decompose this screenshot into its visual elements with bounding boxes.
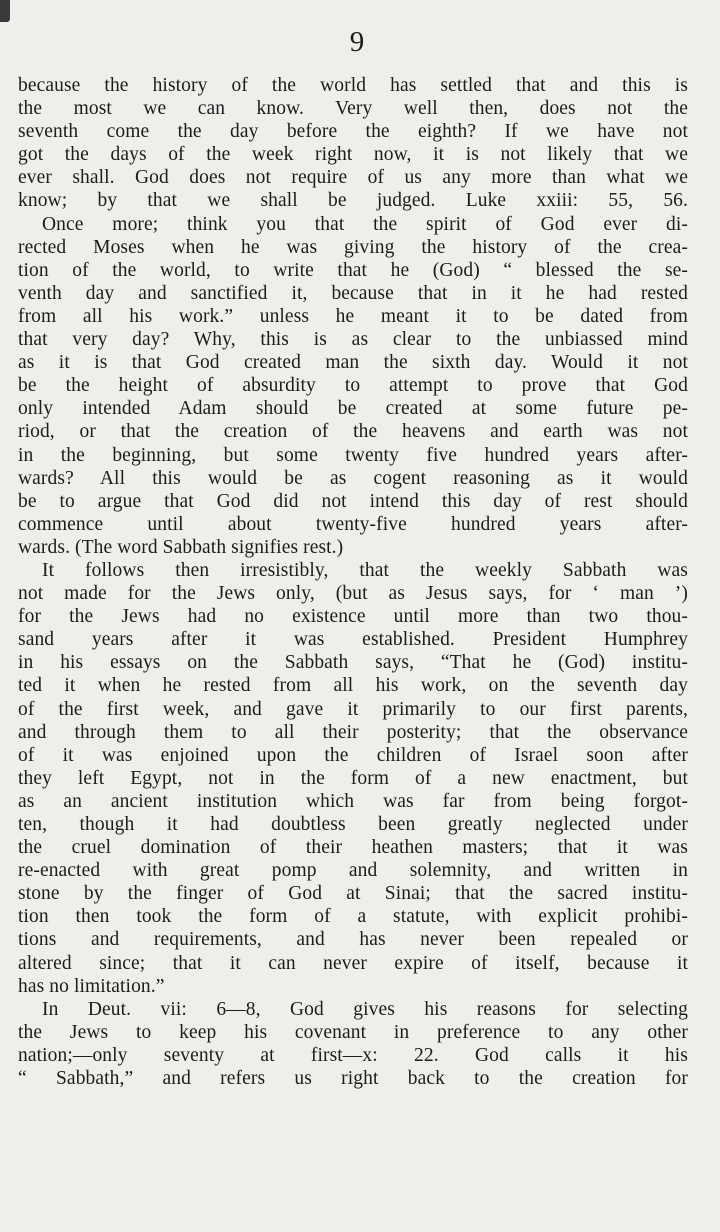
text-line: riod, or that the creation of the heavens and earth was not bbox=[18, 421, 688, 443]
text-line: “ Sabbath,” and refers us right back to the creation for bbox=[18, 1068, 688, 1090]
text-line: know; by that we shall be judged. Luke xxiii: 55, 56. bbox=[18, 190, 688, 212]
text-line: wards? All this would be as cogent reasoning as it would bbox=[18, 467, 688, 489]
text-line: that very day? Why, this is as clear to the unbiassed mind bbox=[18, 329, 688, 351]
text-line: the Jews to keep his covenant in preference to any other bbox=[18, 1021, 688, 1043]
text-line: nation;—only seventy at first—x: 22. God calls it his bbox=[18, 1044, 688, 1066]
text-line: ever shall. God does not require of us any more than what we bbox=[18, 167, 688, 189]
text-line: wards. (The word Sabbath signifies rest.) bbox=[18, 536, 344, 558]
text-line: commence until about twenty-five hundred years after- bbox=[18, 513, 688, 535]
scan-edge-mark bbox=[0, 0, 10, 22]
text-line: not made for the Jews only, (but as Jesus says, for ‘ man ’) bbox=[18, 583, 688, 605]
text-line: be the height of absurdity to attempt to prove that God bbox=[18, 375, 688, 397]
text-line: ted it when he rested from all his work, on the seventh day bbox=[18, 675, 688, 697]
text-line: got the days of the week right now, it is not likely that we bbox=[18, 144, 688, 166]
text-line: only intended Adam should be created at some future pe- bbox=[18, 398, 688, 420]
text-line: tion then took the form of a statute, with explicit prohibi- bbox=[18, 906, 688, 928]
text-line: re-enacted with great pomp and solemnity, and written in bbox=[18, 860, 688, 882]
text-line: they left Egypt, not in the form of a new enactment, but bbox=[18, 767, 688, 789]
text-line: in his essays on the Sabbath says, “That he (God) institu- bbox=[18, 652, 688, 674]
text-line: the cruel domination of their heathen masters; that it was bbox=[18, 837, 688, 859]
text-line: be to argue that God did not intend this day of rest should bbox=[18, 490, 688, 512]
text-line: venth day and sanctified it, because that in it he had rested bbox=[18, 282, 688, 304]
text-line: for the Jews had no existence until more than two thou- bbox=[18, 606, 688, 628]
text-line: of the first week, and gave it primarily to our first parents, bbox=[18, 698, 688, 720]
book-page bbox=[18, 22, 688, 1090]
text-line: tions and requirements, and has never been repealed or bbox=[18, 929, 688, 951]
text-line: has no limitation.” bbox=[18, 975, 165, 997]
text-line: as it is that God created man the sixth day. Would it not bbox=[18, 352, 688, 374]
text-line: It follows then irresistibly, that the weekly Sabbath was bbox=[42, 559, 688, 581]
text-line: seventh come the day before the eighth? If we have not bbox=[18, 121, 688, 143]
text-line: because the history of the world has settled that and this is bbox=[18, 75, 688, 96]
text-line: the most we can know. Very well then, does not the bbox=[18, 98, 688, 120]
text-line: stone by the finger of God at Sinai; that the sacred institu- bbox=[18, 883, 688, 905]
text-line: and through them to all their posterity; that the observance bbox=[18, 721, 688, 743]
text-line: in the beginning, but some twenty five hundred years after- bbox=[18, 444, 688, 466]
text-line: Once more; think you that the spirit of God ever di- bbox=[42, 213, 688, 235]
text-line: from all his work.” unless he meant it to be dated from bbox=[18, 305, 688, 327]
text-line: of it was enjoined upon the children of Israel soon after bbox=[18, 744, 688, 766]
text-line: as an ancient institution which was far from being forgot- bbox=[18, 790, 688, 812]
text-line: In Deut. vii: 6—8, God gives his reasons for selecting bbox=[42, 998, 688, 1020]
text-line: rected Moses when he was giving the history of the crea- bbox=[18, 236, 688, 258]
page-number: 9 bbox=[349, 26, 365, 58]
text-line: tion of the world, to write that he (God) “ blessed the se- bbox=[18, 259, 688, 281]
text-line: ten, though it had doubtless been greatly neglected under bbox=[18, 814, 688, 835]
text-line: sand years after it was established. President Humphrey bbox=[18, 629, 688, 651]
body-text bbox=[18, 74, 688, 1090]
text-line: altered since; that it can never expire of itself, because it bbox=[18, 952, 688, 974]
